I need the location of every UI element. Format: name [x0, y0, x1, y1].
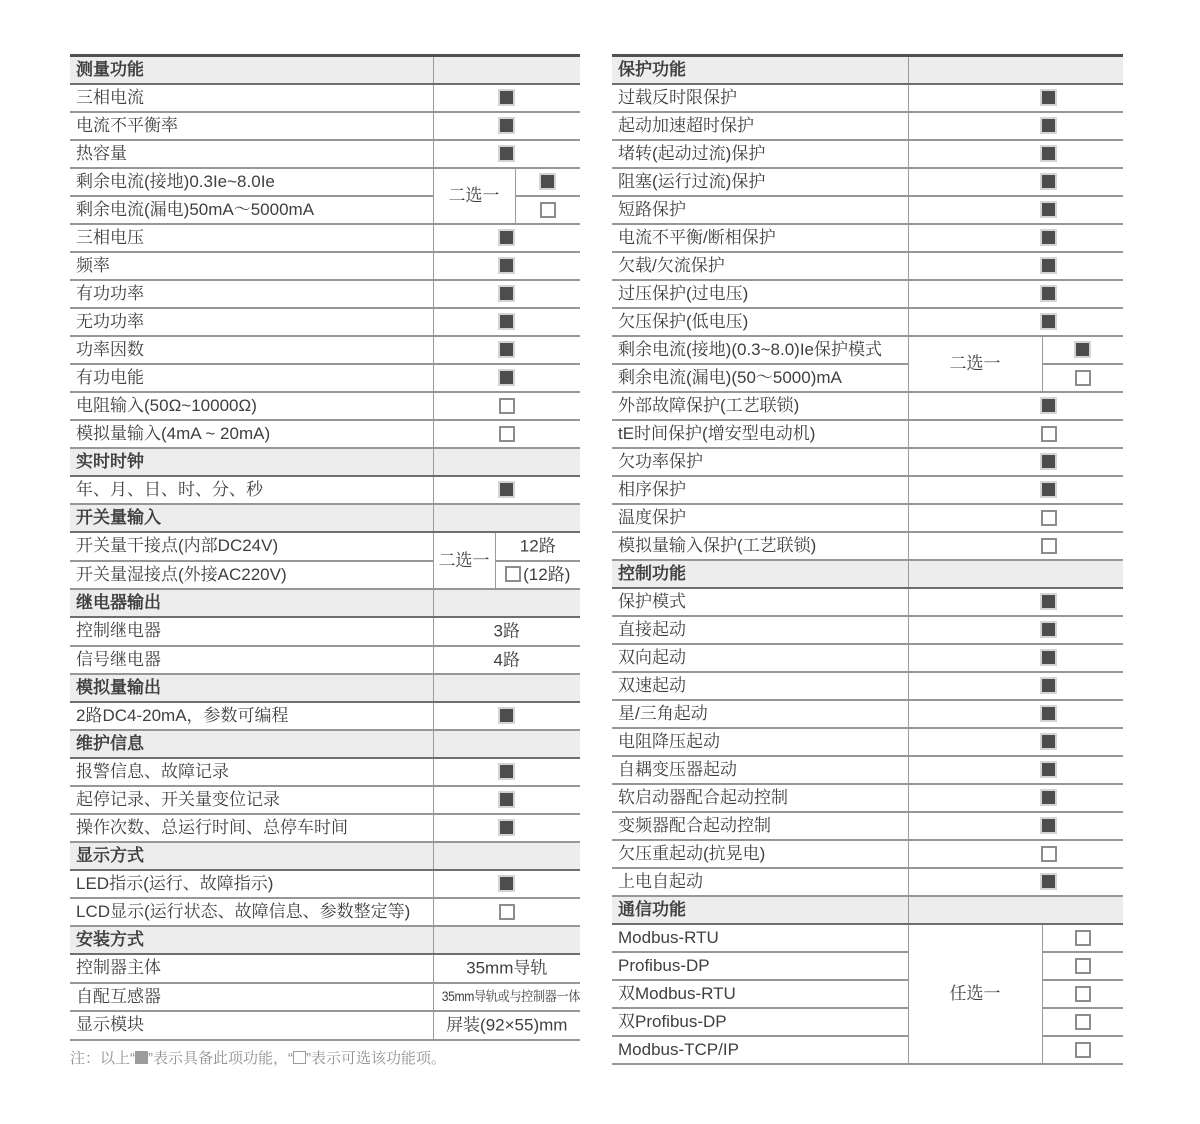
value-cell: [433, 702, 580, 730]
legend-note-filled-meaning: ”表示具备此项功能，“: [148, 1050, 293, 1067]
row-label: Profibus-DP: [612, 952, 908, 980]
row-label: 保护模式: [612, 588, 908, 616]
value-cell: [433, 252, 580, 280]
filled-square-icon: [498, 117, 515, 134]
section-header-label: 模拟量输出: [70, 674, 433, 702]
value-cell: [433, 336, 580, 364]
value-cell: [908, 476, 1123, 504]
protection-spec-table: [612, 54, 1123, 1065]
table-row: [612, 952, 1123, 980]
table-row: [612, 224, 1123, 252]
table-row: [612, 532, 1123, 560]
table-row: [70, 532, 580, 561]
table-row: [612, 840, 1123, 868]
value-cell: [1042, 1036, 1123, 1064]
value-cell: [908, 420, 1123, 448]
section-header-label: 维护信息: [70, 730, 433, 758]
row-label: 双Modbus-RTU: [612, 980, 908, 1008]
row-label: 起停记录、开关量变位记录: [70, 786, 433, 814]
value-cell: [433, 280, 580, 308]
filled-square-icon: [498, 257, 515, 274]
table-row: [70, 308, 580, 336]
row-label: 显示模块: [70, 1011, 433, 1040]
table-row: [70, 561, 580, 590]
section-header-label: 测量功能: [70, 56, 433, 85]
filled-square-icon: [1040, 621, 1057, 638]
table-row: [70, 112, 580, 140]
section-header-row: [612, 56, 1123, 85]
value-cell: [908, 112, 1123, 140]
value-cell: [433, 364, 580, 392]
filled-square-icon: [1040, 481, 1057, 498]
row-label: Modbus-RTU: [612, 924, 908, 952]
empty-square-icon: [1075, 1014, 1091, 1030]
section-header-label: 开关量输入: [70, 504, 433, 532]
table-row: [70, 364, 580, 392]
table-row: [70, 476, 580, 504]
row-label: 上电自起动: [612, 868, 908, 896]
value-cell: [515, 168, 580, 196]
filled-square-icon: [498, 481, 515, 498]
empty-square-icon: [1041, 846, 1057, 862]
filled-square-icon: [1040, 173, 1057, 190]
value-cell: [433, 983, 580, 1012]
row-label: 变频器配合起动控制: [612, 812, 908, 840]
filled-square-icon: [498, 369, 515, 386]
filled-square-icon: [498, 791, 515, 808]
row-label: 有功功率: [70, 280, 433, 308]
value-cell: [433, 224, 580, 252]
value-cell: [908, 784, 1123, 812]
table-row: [70, 280, 580, 308]
empty-square-icon: [1075, 958, 1091, 974]
row-label: 欠压保护(低电压): [612, 308, 908, 336]
choice-label: 任选一: [908, 924, 1042, 1064]
table-row: [612, 168, 1123, 196]
value-text: (12路): [523, 565, 571, 585]
value-cell: [433, 898, 580, 926]
filled-square-icon: [1040, 789, 1057, 806]
value-text: 屏装(92×55)mm: [446, 1015, 568, 1035]
empty-square-icon: [1041, 538, 1057, 554]
table-row: [70, 646, 580, 675]
row-label: 三相电流: [70, 84, 433, 112]
section-header-label: 保护功能: [612, 56, 908, 85]
filled-square-icon: [1040, 201, 1057, 218]
section-header-spacer: [433, 448, 580, 476]
empty-square-icon: [1075, 1042, 1091, 1058]
section-header-label: 控制功能: [612, 560, 908, 588]
empty-square-icon: [540, 202, 556, 218]
row-label: 双Profibus-DP: [612, 1008, 908, 1036]
value-cell: [1042, 1008, 1123, 1036]
value-cell: [908, 504, 1123, 532]
section-header-row: [70, 926, 580, 954]
row-label: 剩余电流(漏电)(50～5000)mA: [612, 364, 908, 392]
table-row: [612, 196, 1123, 224]
value-text: 35mm导轨: [466, 958, 548, 978]
section-header-spacer: [433, 730, 580, 758]
row-label: LED指示(运行、故障指示): [70, 870, 433, 898]
table-row: [612, 448, 1123, 476]
value-cell: [433, 758, 580, 786]
value-cell: [495, 532, 580, 561]
filled-square-icon: [539, 173, 556, 190]
section-header-label: 安装方式: [70, 926, 433, 954]
value-cell: [908, 392, 1123, 420]
filled-square-icon: [498, 313, 515, 330]
table-row: [612, 672, 1123, 700]
table-row: [612, 616, 1123, 644]
row-label: 2路DC4-20mA，参数可编程: [70, 702, 433, 730]
row-label: 有功电能: [70, 364, 433, 392]
row-label: 短路保护: [612, 196, 908, 224]
table-row: [70, 420, 580, 448]
value-cell: [908, 140, 1123, 168]
row-label: 自耦变压器起动: [612, 756, 908, 784]
table-row: [70, 140, 580, 168]
table-row: [70, 392, 580, 420]
filled-square-icon: [1040, 649, 1057, 666]
filled-square-icon: [135, 1051, 148, 1064]
filled-square-icon: [1040, 817, 1057, 834]
table-row: [612, 1036, 1123, 1064]
section-header-spacer: [908, 56, 1123, 85]
row-label: 外部故障保护(工艺联锁): [612, 392, 908, 420]
row-label: 电阻输入(50Ω~10000Ω): [70, 392, 433, 420]
table-row: [70, 786, 580, 814]
empty-square-icon: [1041, 426, 1057, 442]
value-cell: [908, 308, 1123, 336]
table-row: [612, 84, 1123, 112]
row-label: Modbus-TCP/IP: [612, 1036, 908, 1064]
row-label: 欠压重起动(抗晃电): [612, 840, 908, 868]
table-row: [70, 870, 580, 898]
row-label: 电流不平衡率: [70, 112, 433, 140]
row-label: 频率: [70, 252, 433, 280]
empty-square-icon: [1075, 986, 1091, 1002]
section-header-row: [70, 674, 580, 702]
table-row: [70, 758, 580, 786]
row-label: 功率因数: [70, 336, 433, 364]
table-row: [612, 280, 1123, 308]
row-label: 双速起动: [612, 672, 908, 700]
value-cell: [1042, 364, 1123, 392]
table-row: [612, 476, 1123, 504]
value-cell: [495, 561, 580, 590]
row-label: 欠载/欠流保护: [612, 252, 908, 280]
row-label: LCD显示(运行状态、故障信息、参数整定等): [70, 898, 433, 926]
section-header-label: 实时时钟: [70, 448, 433, 476]
filled-square-icon: [1040, 677, 1057, 694]
section-header-row: [612, 896, 1123, 924]
filled-square-icon: [498, 707, 515, 724]
filled-square-icon: [1040, 313, 1057, 330]
table-row: [612, 784, 1123, 812]
row-label: 操作次数、总运行时间、总停车时间: [70, 814, 433, 842]
row-label: 信号继电器: [70, 646, 433, 675]
value-cell: [433, 954, 580, 983]
empty-square-icon: [499, 426, 515, 442]
filled-square-icon: [498, 763, 515, 780]
value-text: 12路: [519, 536, 556, 556]
legend-note: [70, 1047, 590, 1068]
table-row: [70, 898, 580, 926]
row-label: 堵转(起动过流)保护: [612, 140, 908, 168]
empty-square-icon: [505, 566, 521, 582]
table-row: [612, 112, 1123, 140]
choice-label: 二选一: [433, 168, 515, 224]
row-label: 星/三角起动: [612, 700, 908, 728]
table-row: [612, 812, 1123, 840]
empty-square-icon: [293, 1051, 306, 1064]
table-row: [612, 504, 1123, 532]
value-cell: [908, 728, 1123, 756]
table-row: [70, 224, 580, 252]
table-row: [612, 140, 1123, 168]
row-label: 相序保护: [612, 476, 908, 504]
table-row: [70, 814, 580, 842]
row-label: 剩余电流(接地)(0.3~8.0)Ie保护模式: [612, 336, 908, 364]
value-cell: [908, 868, 1123, 896]
row-label: 过载反时限保护: [612, 84, 908, 112]
section-header-spacer: [433, 674, 580, 702]
value-cell: [433, 476, 580, 504]
section-header-spacer: [433, 56, 580, 85]
section-header-spacer: [908, 560, 1123, 588]
value-cell: [908, 812, 1123, 840]
legend-note-prefix: 注：以上“: [70, 1050, 135, 1067]
value-cell: [433, 84, 580, 112]
value-cell: [515, 196, 580, 224]
table-row: [70, 168, 580, 196]
section-header-spacer: [433, 926, 580, 954]
row-label: 无功功率: [70, 308, 433, 336]
value-cell: [908, 616, 1123, 644]
value-cell: [1042, 952, 1123, 980]
value-cell: [908, 84, 1123, 112]
value-cell: [433, 646, 580, 675]
filled-square-icon: [1040, 593, 1057, 610]
value-cell: [908, 168, 1123, 196]
row-label: 直接起动: [612, 616, 908, 644]
table-row: [612, 868, 1123, 896]
value-cell: [433, 392, 580, 420]
table-row: [612, 420, 1123, 448]
table-row: [612, 980, 1123, 1008]
section-header-spacer: [908, 896, 1123, 924]
legend-note-optional-meaning: ”表示可选该功能项。: [306, 1050, 446, 1067]
choice-label: 二选一: [433, 532, 495, 589]
value-cell: [433, 420, 580, 448]
table-row: [612, 700, 1123, 728]
value-cell: [908, 756, 1123, 784]
section-header-spacer: [433, 842, 580, 870]
row-label: 控制继电器: [70, 617, 433, 646]
table-row: [612, 728, 1123, 756]
measurement-spec-table: [70, 54, 580, 1041]
row-label: 模拟量输入保护(工艺联锁): [612, 532, 908, 560]
value-cell: [908, 224, 1123, 252]
value-cell: [433, 617, 580, 646]
table-row: [70, 954, 580, 983]
section-header-row: [70, 589, 580, 617]
value-cell: [908, 588, 1123, 616]
table-row: [612, 336, 1123, 364]
row-label: 开关量湿接点(外接AC220V): [70, 561, 433, 590]
filled-square-icon: [498, 285, 515, 302]
section-header-label: 通信功能: [612, 896, 908, 924]
value-cell: [1042, 336, 1123, 364]
table-row: [612, 364, 1123, 392]
filled-square-icon: [498, 819, 515, 836]
row-label: 电阻降压起动: [612, 728, 908, 756]
row-label: 欠功率保护: [612, 448, 908, 476]
row-label: 剩余电流(漏电)50mA～5000mA: [70, 196, 433, 224]
row-label: 过压保护(过电压): [612, 280, 908, 308]
filled-square-icon: [1040, 257, 1057, 274]
value-cell: [433, 786, 580, 814]
row-label: 模拟量输入(4mA ~ 20mA): [70, 420, 433, 448]
filled-square-icon: [1040, 733, 1057, 750]
table-row: [612, 924, 1123, 952]
table-row: [70, 84, 580, 112]
table-row: [70, 617, 580, 646]
value-cell: [908, 700, 1123, 728]
empty-square-icon: [1075, 930, 1091, 946]
row-label: 三相电压: [70, 224, 433, 252]
table-row: [612, 588, 1123, 616]
value-cell: [908, 840, 1123, 868]
table-row: [70, 336, 580, 364]
row-label: 热容量: [70, 140, 433, 168]
filled-square-icon: [1040, 285, 1057, 302]
value-cell: [433, 814, 580, 842]
value-cell: [908, 532, 1123, 560]
row-label: 年、月、日、时、分、秒: [70, 476, 433, 504]
row-label: 温度保护: [612, 504, 908, 532]
table-row: [612, 644, 1123, 672]
value-text: 35mm导轨或与控制器一体: [441, 989, 580, 1005]
row-label: 开关量干接点(内部DC24V): [70, 532, 433, 561]
value-cell: [908, 448, 1123, 476]
section-header-row: [70, 56, 580, 85]
filled-square-icon: [1040, 705, 1057, 722]
filled-square-icon: [498, 229, 515, 246]
row-label: 控制器主体: [70, 954, 433, 983]
choice-label: 二选一: [908, 336, 1042, 392]
table-row: [70, 252, 580, 280]
filled-square-icon: [1040, 873, 1057, 890]
value-cell: [1042, 980, 1123, 1008]
table-row: [612, 756, 1123, 784]
filled-square-icon: [498, 145, 515, 162]
table-row: [70, 702, 580, 730]
empty-square-icon: [499, 398, 515, 414]
filled-square-icon: [1040, 229, 1057, 246]
table-row: [612, 252, 1123, 280]
value-cell: [1042, 924, 1123, 952]
row-label: 报警信息、故障记录: [70, 758, 433, 786]
filled-square-icon: [1040, 117, 1057, 134]
filled-square-icon: [498, 341, 515, 358]
row-label: 电流不平衡/断相保护: [612, 224, 908, 252]
row-label: 阻塞(运行过流)保护: [612, 168, 908, 196]
row-label: 自配互感器: [70, 983, 433, 1012]
section-header-row: [70, 730, 580, 758]
value-cell: [908, 252, 1123, 280]
filled-square-icon: [498, 875, 515, 892]
section-header-label: 显示方式: [70, 842, 433, 870]
section-header-label: 继电器输出: [70, 589, 433, 617]
value-cell: [433, 112, 580, 140]
section-header-spacer: [433, 504, 580, 532]
value-text: 3路: [493, 621, 520, 641]
value-cell: [433, 870, 580, 898]
table-row: [70, 983, 580, 1012]
filled-square-icon: [1040, 397, 1057, 414]
filled-square-icon: [1040, 453, 1057, 470]
row-label: 双向起动: [612, 644, 908, 672]
section-header-spacer: [433, 589, 580, 617]
value-cell: [433, 1011, 580, 1040]
value-cell: [908, 672, 1123, 700]
filled-square-icon: [1040, 145, 1057, 162]
row-label: 软启动器配合起动控制: [612, 784, 908, 812]
value-cell: [908, 196, 1123, 224]
row-label: tE时间保护(增安型电动机): [612, 420, 908, 448]
section-header-row: [70, 842, 580, 870]
filled-square-icon: [498, 89, 515, 106]
section-header-row: [70, 504, 580, 532]
row-label: 剩余电流(接地)0.3Ie~8.0Ie: [70, 168, 433, 196]
empty-square-icon: [1041, 510, 1057, 526]
table-row: [612, 1008, 1123, 1036]
filled-square-icon: [1074, 341, 1091, 358]
value-cell: [908, 644, 1123, 672]
filled-square-icon: [1040, 89, 1057, 106]
value-text: 4路: [493, 650, 520, 670]
section-header-row: [70, 448, 580, 476]
section-header-row: [612, 560, 1123, 588]
value-cell: [433, 308, 580, 336]
row-label: 起动加速超时保护: [612, 112, 908, 140]
table-row: [612, 392, 1123, 420]
empty-square-icon: [499, 904, 515, 920]
value-cell: [433, 140, 580, 168]
filled-square-icon: [1040, 761, 1057, 778]
table-row: [612, 308, 1123, 336]
empty-square-icon: [1075, 370, 1091, 386]
value-cell: [908, 280, 1123, 308]
table-row: [70, 1011, 580, 1040]
